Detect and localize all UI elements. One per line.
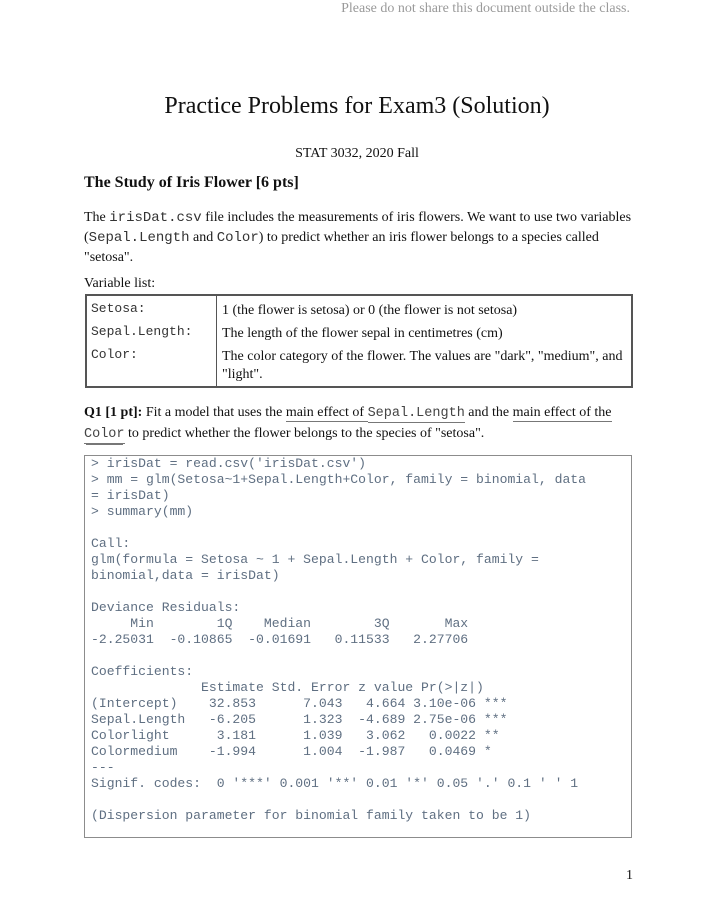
variable-table xyxy=(85,294,633,388)
question-1-label: Q1 [1 pt]: xyxy=(84,405,143,420)
variable-desc-color: The color category of the flower. The values are "dark", "medium", and "light". xyxy=(222,349,623,382)
variable-desc-sepal-length: The length of the flower sepal in centimetres (cm) xyxy=(222,326,503,341)
q1-text-2: and the xyxy=(464,405,513,420)
section-heading: The Study of Iris Flower [6 pts] xyxy=(84,174,299,191)
intro-text-3: and xyxy=(189,230,217,245)
document-subtitle: STAT 3032, 2020 Fall xyxy=(295,146,419,161)
table-divider xyxy=(216,296,217,386)
question-1 xyxy=(84,403,632,445)
q1-text-1: Fit a model that uses the xyxy=(142,405,286,420)
intro-paragraph xyxy=(84,208,632,268)
variable-name-color: Color: xyxy=(91,347,138,362)
variable-desc-setosa: 1 (the flower is setosa) or 0 (the flower is not setosa) xyxy=(222,303,518,318)
q1-underline-1: main effect of xyxy=(285,405,368,420)
file-name: irisDat.csv xyxy=(109,210,202,226)
variable-list-label: Variable list: xyxy=(84,276,156,291)
variable-color: Color xyxy=(216,230,259,246)
q1-variable-color: Color xyxy=(84,427,125,442)
intro-text-1: The xyxy=(84,210,110,225)
r-output-box xyxy=(84,455,632,838)
r-console-output: > irisDat = read.csv('irisDat.csv') > mm = glm(Setosa~1+Sepal.Length+Color, family = binomial, data = irisDat) > summary(mm) Call: glm(formula = Setosa ~ 1 + Sepal.Length + Color, family = binomial,data = irisDat) Deviance Residuals: Min 1Q Median 3Q Max -2.25031 -0.10865 -0.01691 0.11533 2.27706 Coefficients: Estimate Std. Error z value Pr(>|z|) (Intercept) 32.853 7.043 4.664 3.10e-06 *** Sepal.Length -6.205 1.323 -4.689 2.75e-06 *** Colorlight 3.181 1.039 3.062 0.0022 ** Colormedium -1.994 1.004 -1.987 0.0469 * --- Signif. codes: 0 '***' 0.001 '**' 0.01 '*' 0.05 '.' 0.1 ' ' 1 (Dispersion parameter for binomial family taken to be 1) xyxy=(91,456,587,823)
variable-name-sepal-length: Sepal.Length: xyxy=(91,324,193,339)
q1-underline-2: main effect of the xyxy=(512,405,612,420)
intro-text-2: file includes the measurements of iris flowers. We want to use two variables ( xyxy=(84,210,632,245)
page-number: 1 xyxy=(626,868,633,883)
document-title: Practice Problems for Exam3 (Solution) xyxy=(164,93,550,119)
intro-text-4: ) to predict whether an iris flower belongs to a species called "setosa". xyxy=(84,230,599,265)
variable-sepal-length: Sepal.Length xyxy=(88,230,190,246)
q1-variable-sepal-length: Sepal.Length xyxy=(367,406,465,421)
watermark: Please do not share this document outside the class. xyxy=(341,1,630,16)
variable-name-setosa: Setosa: xyxy=(91,301,146,316)
q1-text-3: to predict whether the flower belongs to the species of "setosa". xyxy=(124,426,485,441)
